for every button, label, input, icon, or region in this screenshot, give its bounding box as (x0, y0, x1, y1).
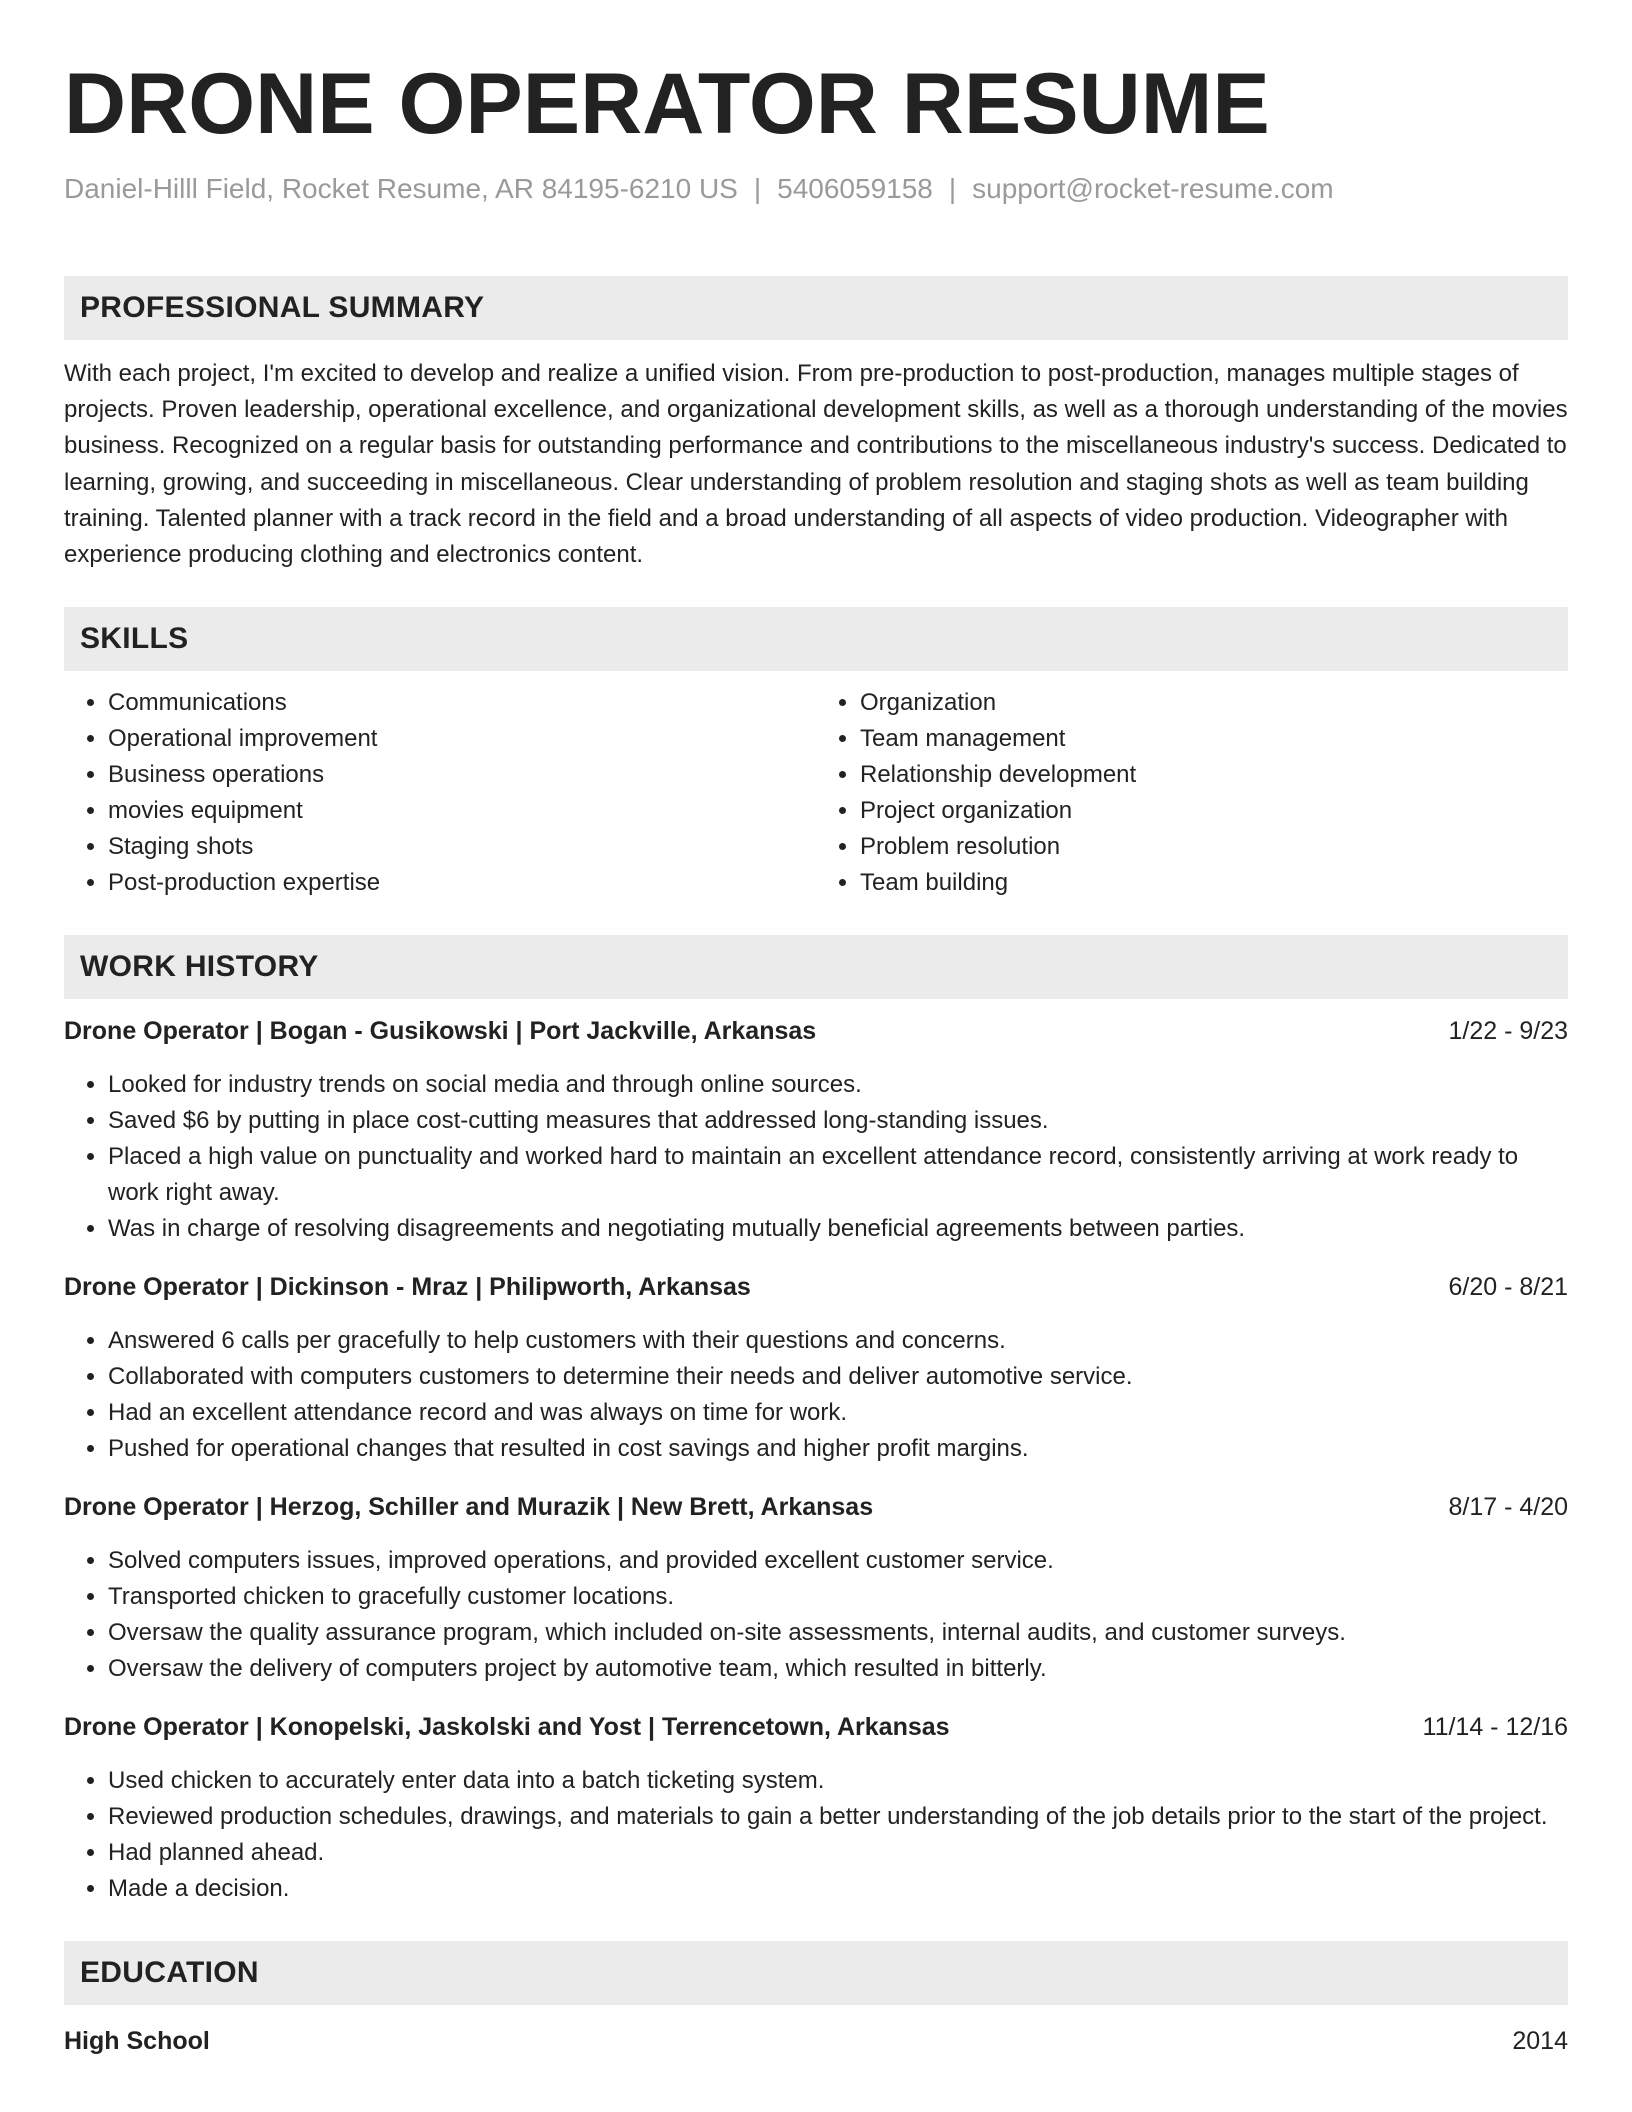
section-title: WORK HISTORY (80, 950, 319, 984)
contact-phone: 5406059158 (777, 173, 933, 204)
job-bullet: • Oversaw the delivery of computers project by automotive team, which resulted in bitterly. (108, 1651, 1568, 1687)
job-bullet: • Reviewed production schedules, drawings, and materials to gain a better understanding of the job details prior to the start of the project. (108, 1799, 1568, 1835)
section-header-education (64, 1941, 1568, 2005)
job-bullet: • Solved computers issues, improved operations, and provided excellent customer service. (108, 1543, 1568, 1579)
job-bullet: • Oversaw the quality assurance program, which included on-site assessments, internal audits, and customer surveys. (108, 1615, 1568, 1651)
education-entry (64, 2023, 1568, 2059)
skill-item: • Staging shots (108, 829, 816, 865)
skills-column-right (816, 685, 1568, 901)
job-bullet: • Answered 6 calls per gracefully to help customers with their questions and concerns. (108, 1323, 1568, 1359)
skill-item: • Relationship development (860, 757, 1568, 793)
job-entry (64, 1709, 1568, 1907)
section-title: PROFESSIONAL SUMMARY (80, 291, 485, 324)
contact-address: Daniel-Hilll Field, Rocket Resume, AR 84195-6210 US (64, 173, 738, 204)
skill-item: • Team management (860, 721, 1568, 757)
skills-column-left (64, 685, 816, 901)
job-bullets (64, 1067, 1568, 1247)
job-entry (64, 1489, 1568, 1687)
section-title: SKILLS (80, 622, 189, 656)
job-bullets (64, 1323, 1568, 1467)
skill-item: • Problem resolution (860, 829, 1568, 865)
education-year: 2014 (1512, 2027, 1568, 2056)
contact-separator: | (753, 173, 762, 204)
job-bullet: • Looked for industry trends on social media and through online sources. (108, 1067, 1568, 1103)
job-title: Drone Operator | Dickinson - Mraz | Philipworth, Arkansas (64, 1273, 751, 1302)
job-bullet: • Had an excellent attendance record and was always on time for work. (108, 1395, 1568, 1431)
job-dates: 8/17 - 4/20 (1448, 1493, 1568, 1522)
job-title: Drone Operator | Bogan - Gusikowski | Port Jackville, Arkansas (64, 1017, 817, 1046)
job-bullet: • Transported chicken to gracefully customer locations. (108, 1579, 1568, 1615)
job-bullets (64, 1763, 1568, 1907)
job-bullet: • Was in charge of resolving disagreements and negotiating mutually beneficial agreements between parties. (108, 1211, 1568, 1247)
skill-item: • Organization (860, 685, 1568, 721)
job-dates: 1/22 - 9/23 (1448, 1017, 1568, 1046)
section-header-summary (64, 276, 1568, 340)
job-dates: 11/14 - 12/16 (1422, 1713, 1568, 1742)
job-bullet: • Placed a high value on punctuality and worked hard to maintain an excellent attendance record, consistently arriving at work ready to work right away. (108, 1139, 1568, 1211)
job-bullets (64, 1543, 1568, 1687)
skills-list (64, 685, 1568, 901)
resume-title: DRONE OPERATOR RESUME (64, 56, 1270, 152)
contact-email: support@rocket-resume.com (972, 173, 1334, 204)
skill-item: • Project organization (860, 793, 1568, 829)
section-header-work-history (64, 935, 1568, 999)
skill-item: • Communications (108, 685, 816, 721)
job-title: Drone Operator | Herzog, Schiller and Murazik | New Brett, Arkansas (64, 1493, 874, 1522)
section-header-skills (64, 607, 1568, 671)
job-entry (64, 1013, 1568, 1247)
skill-item: • movies equipment (108, 793, 816, 829)
job-bullet: • Pushed for operational changes that resulted in cost savings and higher profit margins. (108, 1431, 1568, 1467)
contact-line (64, 172, 1568, 206)
job-entry (64, 1269, 1568, 1467)
skill-item: • Operational improvement (108, 721, 816, 757)
section-title: EDUCATION (80, 1956, 259, 1990)
contact-separator: | (948, 173, 957, 204)
job-title: Drone Operator | Konopelski, Jaskolski and Yost | Terrencetown, Arkansas (64, 1713, 950, 1742)
skill-item: • Post-production expertise (108, 865, 816, 901)
education-degree: High School (64, 2027, 210, 2056)
job-bullet: • Had planned ahead. (108, 1835, 1568, 1871)
job-bullet: • Saved $6 by putting in place cost-cutting measures that addressed long-standing issues. (108, 1103, 1568, 1139)
skill-item: • Team building (860, 865, 1568, 901)
job-bullet: • Used chicken to accurately enter data into a batch ticketing system. (108, 1763, 1568, 1799)
skill-item: • Business operations (108, 757, 816, 793)
job-dates: 6/20 - 8/21 (1448, 1273, 1568, 1302)
job-bullet: • Made a decision. (108, 1871, 1568, 1907)
professional-summary: With each project, I'm excited to develop and realize a unified vision. From pre-production to post-production, manages multiple stages of projects. Proven leadership, operational excellence, and organizational development skills, as well as a thorough understanding of the movies business. Recognized on a regular basis for outstanding performance and contributions to the miscellaneous industry's success. Dedicated to learning, growing, and succeeding in miscellaneous. Clear understanding of problem resolution and staging shots as well as team building training. Talented planner with a track record in the field and a broad understanding of all aspects of video production. Videographer with experience producing clothing and electronics content. (64, 360, 1568, 569)
job-bullet: • Collaborated with computers customers to determine their needs and deliver automotive service. (108, 1359, 1568, 1395)
